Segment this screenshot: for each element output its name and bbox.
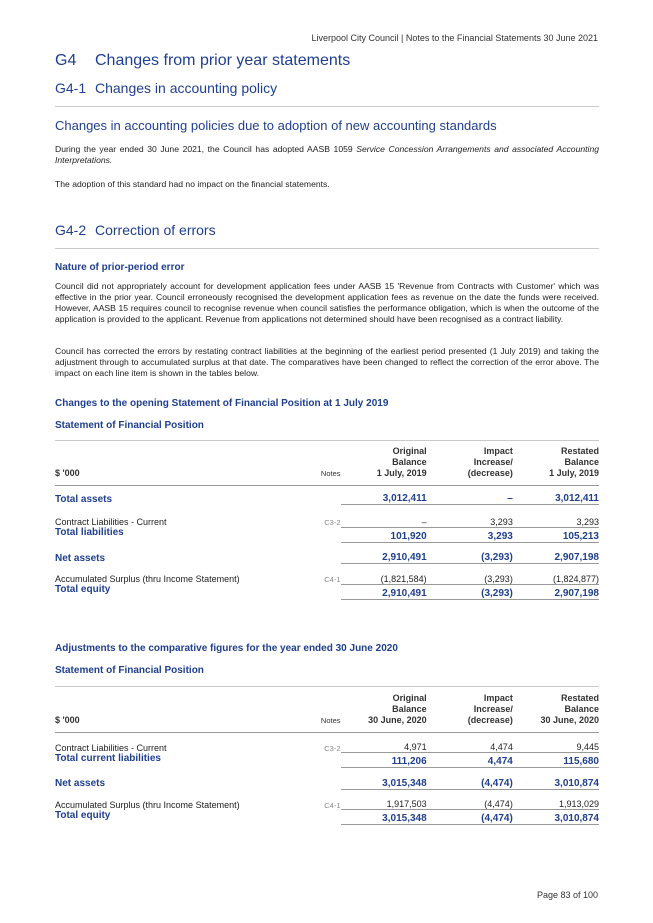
col-original-header: Original Balance 1 July, 2019 — [376, 446, 427, 478]
policy-paragraph-2: The adoption of this standard had no impact on the financial statements. — [55, 179, 330, 189]
running-header: Liverpool City Council | Notes to the Financial Statements 30 June 2021 — [311, 33, 598, 43]
section-heading-g4-2 — [55, 222, 216, 238]
col-restated-header: Restated Balance 1 July, 2019 — [549, 446, 599, 478]
nature-paragraph-1: Council did not appropriately account for development application fees under AASB 15 'Revenue from Contracts with Customer' which was effective in the prior year. Council erroneously recognised the development application fees as revenue on the date the funds were received. However, AASB 15 requires council to recognise revenue when council satisfies the performance obligation, which is when the outcome of the application is provided to the applicant. Revenue from applications not determined should have been recognised as a contract liability. — [55, 281, 599, 324]
col-impact-header: Impact Increase/ (decrease) — [467, 446, 513, 478]
table1-subheading: Statement of Financial Position — [55, 420, 204, 431]
nature-paragraph-2: Council has corrected the errors by restating contract liabilities at the beginning of the earliest period presented (1 July 2019) and taking the adjustment through to accumulated surplus at that date. The comparatives have been changed to reflect the correction of the error above. The impact on each line item is shown in the tables below. — [55, 346, 599, 378]
policy-standard-name: Service Concession Arrangements and associated Accounting Interpretations. — [55, 144, 599, 165]
section-heading-g4 — [55, 52, 350, 70]
policy-text: During the year ended 30 June 2021, the Council has adopted AASB 1059 — [55, 144, 357, 154]
table1-heading: Changes to the opening Statement of Financial Position at 1 July 2019 — [55, 398, 389, 409]
table1 — [55, 446, 599, 600]
table-row: Total current liabilities 111,206 4,474 115,680 — [55, 752, 599, 767]
table-row: Total assets 3,012,411 – 3,012,411 — [55, 493, 599, 505]
section-number: G4 — [55, 52, 77, 69]
section-title: Correction of errors — [95, 222, 216, 238]
section-number: G4-1 — [55, 80, 87, 96]
table-header-row — [55, 446, 599, 479]
table-row: Total liabilities 101,920 3,293 105,213 — [55, 527, 599, 542]
unit-label: $ '000 — [55, 468, 80, 478]
notes-header: Notes — [320, 469, 341, 478]
divider — [55, 248, 599, 249]
col-original-header: Original Balance 30 June, 2020 — [368, 693, 427, 725]
col-impact-header: Impact Increase/ (decrease) — [467, 693, 513, 725]
col-restated-header: Restated Balance 30 June, 2020 — [540, 693, 599, 725]
policy-paragraph-1 — [55, 144, 599, 166]
table-row: Contract Liabilities - Current C3-2 – 3,293 3,293 — [55, 516, 599, 527]
table-row: Net assets 3,015,348 (4,474) 3,010,874 — [55, 777, 599, 789]
table-row: Total equity 3,015,348 (4,474) 3,010,874 — [55, 809, 599, 824]
divider — [55, 106, 599, 107]
table2-heading: Adjustments to the comparative figures for the year ended 30 June 2020 — [55, 643, 398, 654]
divider — [55, 686, 599, 687]
section-title: Changes in accounting policy — [95, 80, 278, 96]
table-row: Total equity 2,910,491 (3,293) 2,907,198 — [55, 584, 599, 599]
table-row: Net assets 2,910,491 (3,293) 2,907,198 — [55, 552, 599, 564]
notes-header: Notes — [320, 716, 341, 725]
page-number: Page 83 of 100 — [536, 890, 598, 900]
table2 — [55, 693, 599, 825]
unit-label: $ '000 — [55, 715, 80, 725]
nature-heading: Nature of prior-period error — [55, 262, 185, 273]
section-number: G4-2 — [55, 222, 87, 238]
table-header-row — [55, 693, 599, 726]
divider — [55, 440, 599, 441]
policy-heading: Changes in accounting policies due to adoption of new accounting standards — [55, 118, 497, 133]
table-row: Accumulated Surplus (thru Income Statement) C4-1 (1,821,584) (3,293) (1,824,877) — [55, 573, 599, 584]
table-row: Contract Liabilities - Current C3-2 4,971 4,474 9,445 — [55, 742, 599, 753]
table2-subheading: Statement of Financial Position — [55, 665, 204, 676]
section-heading-g4-1 — [55, 80, 277, 96]
table-row: Accumulated Surplus (thru Income Statement) C4-1 1,917,503 (4,474) 1,913,029 — [55, 799, 599, 810]
section-title: Changes from prior year statements — [95, 52, 351, 69]
